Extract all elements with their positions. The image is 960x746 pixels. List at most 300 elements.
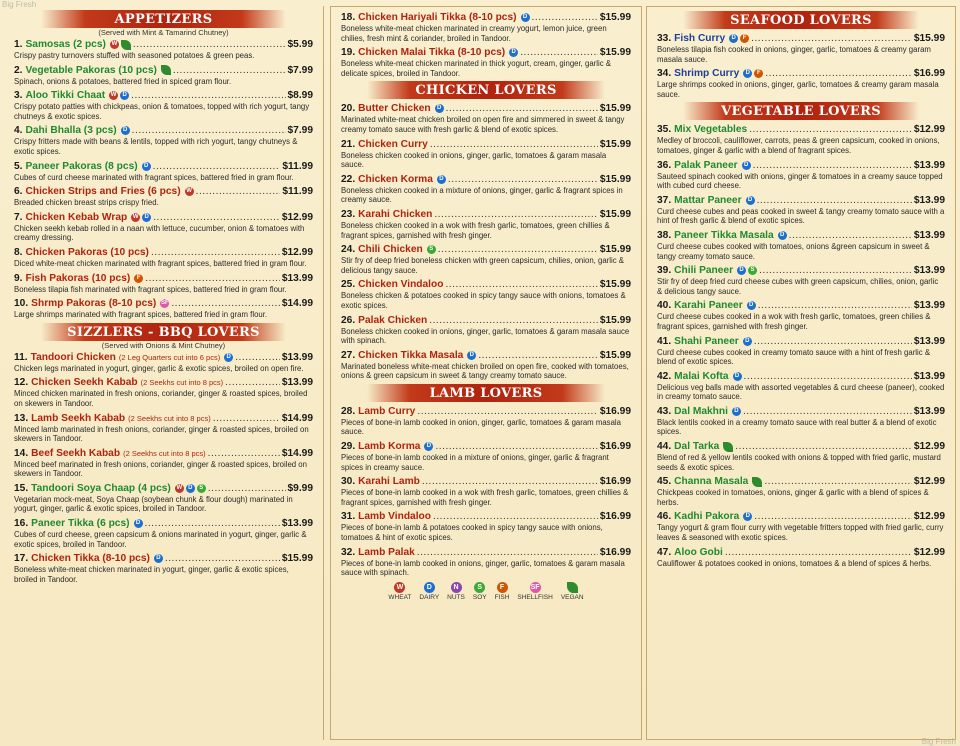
- item-name: Mix Vegetables: [674, 124, 748, 136]
- item-description: Large shrimps cooked in onions, ginger, garlic, tomatoes & creamy garam masala sauce.: [657, 80, 939, 99]
- dietary-tags: [467, 351, 476, 360]
- item-number: 36.: [657, 159, 672, 171]
- menu-item-header: [657, 32, 945, 45]
- menu-item-header: [341, 11, 631, 24]
- menu-item: [14, 160, 313, 183]
- menu-item: [341, 440, 631, 472]
- item-price: $13.99: [281, 377, 313, 389]
- item-number: 18.: [341, 12, 356, 23]
- watermark-bottom-right: Big Fresh: [921, 737, 956, 746]
- item-price: $14.99: [281, 447, 313, 459]
- dietary-tags: [427, 245, 436, 254]
- menu-item-header: [14, 376, 313, 389]
- item-number: 45.: [657, 476, 672, 488]
- item-name: Chicken Kebab Wrap: [25, 211, 128, 223]
- menu-item: [341, 405, 631, 437]
- watermark-top-left: Big Fresh: [2, 0, 37, 9]
- item-number: 19.: [341, 47, 356, 59]
- leader-dots: [132, 124, 286, 137]
- dietary-tags: [746, 196, 755, 205]
- item-price: $15.99: [281, 553, 313, 565]
- leader-dots: [754, 335, 912, 348]
- item-name: Mattar Paneer: [674, 194, 742, 206]
- item-name: Shrmp Pakoras (8-10 pcs): [31, 298, 157, 310]
- item-price: $15.99: [599, 103, 631, 115]
- menu-item: [14, 246, 313, 269]
- item-name: Chicken Seekh Kabab: [31, 377, 138, 389]
- dairy-icon: D: [729, 34, 738, 43]
- dietary-tags: [737, 266, 757, 275]
- item-number: 7.: [14, 211, 23, 223]
- dietary-tags: [723, 442, 733, 452]
- dietary-tags: [747, 301, 756, 310]
- item-price: $15.99: [599, 47, 631, 59]
- item-description: Marinated white-meat chicken broiled on open fire and simmered in sweet & tangy creamy tomato sauce with fresh garlic & blend of exotic spices.: [341, 115, 625, 134]
- legend-label: SHELLFISH: [517, 593, 553, 601]
- menu-item: [341, 243, 631, 275]
- item-description: Curd cheese cubes and peas cooked in sweet & tangy creamy tomato sauce with a hint of fresh garlic & blend of exotic spices.: [657, 206, 945, 226]
- item-description: Pieces of bone-in lamb & potatoes cooked in spicy tangy sauce with onions, tomatoes & hint of exotic spices.: [341, 523, 603, 543]
- dietary-tags: [175, 484, 206, 493]
- item-name: Chicken Korma: [358, 173, 433, 185]
- item-name: Tandoori Chicken: [30, 351, 116, 363]
- fish-icon: F: [134, 274, 143, 283]
- item-number: 37.: [657, 194, 672, 206]
- leader-dots: [145, 272, 280, 285]
- item-price: $7.99: [287, 64, 313, 76]
- soy-icon: S: [427, 245, 436, 254]
- item-description: Crispy pastry turnovers stuffed with seasoned potatoes & green peas.: [14, 51, 255, 60]
- item-number: 34.: [657, 68, 672, 80]
- item-number: 24.: [341, 244, 356, 256]
- dairy-icon: D: [435, 104, 444, 113]
- item-price: $16.99: [599, 405, 631, 417]
- item-price: $15.99: [599, 314, 631, 326]
- menu-item-header: [14, 552, 313, 565]
- item-description: Boneless white-meat chicken marinated in thick yogurt, cream, ginger, garlic & delicate spices, broiled in Tandoor.: [341, 59, 611, 78]
- menu-item: [341, 510, 631, 542]
- legend-label: NUTS: [447, 593, 465, 601]
- item-name: Beef Seekh Kabab: [31, 447, 121, 459]
- dairy-icon: D: [120, 91, 129, 100]
- menu-item: [341, 349, 631, 381]
- item-price: $12.99: [913, 546, 945, 558]
- item-price: $13.99: [281, 518, 313, 530]
- menu-item: [14, 517, 313, 549]
- dairy-icon: D: [743, 337, 752, 346]
- wheat-icon: W: [176, 484, 183, 491]
- item-price: $15.99: [913, 33, 945, 44]
- item-price: $13.99: [913, 265, 945, 277]
- item-price: $13.99: [913, 159, 945, 171]
- item-price: $16.99: [599, 476, 631, 488]
- menu-item: [657, 123, 945, 155]
- item-number: 12.: [14, 377, 29, 389]
- wheat-icon: W: [186, 188, 192, 195]
- menu-item-header: [14, 447, 313, 460]
- item-description: Medley of broccoli, cauliflower, carrots, peas & green capsicum, cooked in onions, tomatoes, ginger & garlic with a blend of fragrant spices.: [657, 136, 940, 155]
- menu-item-header: [341, 405, 631, 418]
- menu-item-header: [341, 349, 631, 362]
- leader-dots: [757, 194, 912, 207]
- dairy-icon: D: [134, 519, 143, 528]
- item-number: 38.: [657, 229, 672, 241]
- item-price: $11.99: [282, 160, 313, 172]
- dietary-tags: [778, 231, 787, 240]
- menu-section: [341, 11, 631, 78]
- section-title: CHICKEN LOVERS: [367, 81, 605, 99]
- leader-dots: [133, 38, 286, 51]
- item-description: Cubes of curd cheese, green capsicum & onions marinated in yogurt, ginger, garlic & exotic spices, broiled in Tandoor.: [14, 530, 307, 549]
- menu-item: [341, 546, 631, 578]
- dietary-tags: [743, 512, 752, 521]
- menu-item: [14, 89, 313, 121]
- menu-item-header: [341, 510, 631, 523]
- item-name: Chicken Malai Tikka (8-10 pcs): [358, 47, 506, 59]
- dairy-icon: D: [142, 162, 151, 171]
- legend-label: FISH: [494, 593, 510, 601]
- item-description: Minced chicken marinated in fresh onions, coriander, ginger & roasted spices, broiled on skewers in Tandoor.: [14, 389, 308, 408]
- dietary-tags: [437, 175, 446, 184]
- vegan-leaf-icon: [121, 40, 131, 50]
- item-description: Delicious veg balls made with assorted vegetables & curd cheese (paneer), cooked in creamy tomato sauce.: [657, 382, 945, 402]
- item-number: 10.: [14, 298, 29, 310]
- leader-dots: [765, 67, 912, 80]
- item-number: 28.: [341, 405, 356, 417]
- legend-label: DAIRY: [419, 593, 440, 601]
- item-price: $13.99: [913, 229, 945, 241]
- item-number: 40.: [657, 300, 672, 312]
- menu-item: [341, 278, 631, 310]
- item-price: $12.99: [913, 476, 945, 488]
- menu-item-header: [14, 412, 313, 425]
- dairy-icon: D: [737, 266, 746, 275]
- menu-item: [657, 370, 945, 402]
- section-title: LAMB LOVERS: [367, 384, 605, 402]
- leader-dots: [438, 243, 598, 256]
- item-price: $12.99: [281, 211, 313, 223]
- leader-dots: [208, 482, 286, 495]
- menu-item-header: [657, 229, 945, 242]
- dietary-tags: [743, 337, 752, 346]
- menu-item: [341, 11, 631, 43]
- item-number: 27.: [341, 349, 356, 361]
- dietary-tags: [742, 161, 751, 170]
- dairy-icon: D: [154, 554, 163, 563]
- shellfish-icon: SF: [160, 300, 169, 307]
- menu-item-header: [657, 159, 945, 172]
- leader-dots: [532, 11, 598, 24]
- menu-item-header: [657, 264, 945, 277]
- item-name: Palak Paneer: [674, 159, 738, 171]
- item-name: Aloo Gobi: [674, 546, 723, 558]
- item-price: $15.99: [599, 173, 631, 185]
- item-description: Vegetarian mock-meat, Soya Chaap (soybean chunk & flour dough) marinated in yogurt, ginger, garlic & exotic spices, broiled in Tandoor.: [14, 494, 293, 514]
- section-title: APPETIZERS: [41, 10, 286, 28]
- menu-item: [14, 412, 313, 444]
- fish-icon: F: [754, 69, 763, 78]
- menu-item: [341, 102, 631, 134]
- item-price: $13.99: [913, 335, 945, 347]
- item-number: 35.: [657, 124, 672, 136]
- menu-item: [657, 264, 945, 296]
- item-description: Chickpeas cooked in tomatoes, onions, ginger & garlic with a blend of spices & herbs.: [657, 488, 929, 507]
- menu-item-header: [341, 314, 631, 327]
- item-price: $13.99: [913, 300, 945, 312]
- leader-dots: [735, 440, 912, 453]
- vegan-leaf-icon: [752, 477, 762, 487]
- menu-section: [657, 11, 945, 99]
- menu-item-header: [14, 272, 313, 285]
- item-price: $13.99: [913, 405, 945, 417]
- item-description: Tangy yogurt & gram flour curry with vegetable fritters topped with fried garlic, curry leaves & seasoned with exotic spices.: [657, 523, 944, 543]
- dietary-tags: [134, 274, 143, 283]
- dairy-icon: D: [224, 353, 233, 362]
- dietary-tags: [160, 299, 169, 308]
- soy-icon: S: [197, 484, 206, 493]
- wheat-icon: W: [394, 582, 405, 593]
- menu-item-header: [14, 351, 313, 364]
- leader-dots: [520, 46, 598, 59]
- dairy-icon: D: [121, 126, 130, 135]
- menu-item: [341, 314, 631, 346]
- menu-item: [341, 475, 631, 507]
- item-name: Paneer Tikka (6 pcs): [31, 518, 130, 530]
- leader-dots: [743, 405, 912, 418]
- dairy-icon: D: [743, 69, 752, 78]
- item-description: Crispy fritters made with beans & lentils, topped with rich yogurt, tangy chutneys & exotic spices.: [14, 137, 298, 156]
- section-title: SIZZLERS - BBQ LOVERS: [41, 323, 286, 341]
- item-description: Stir fry of deep fried curd cheese cubes with green capsicum, chilies, onion, garlic & delicious tangy sauce.: [657, 277, 939, 296]
- leader-dots: [430, 138, 598, 151]
- leader-dots: [433, 510, 598, 523]
- item-price: $16.99: [599, 546, 631, 558]
- menu-item: [657, 510, 945, 542]
- leader-dots: [429, 314, 598, 327]
- item-price: $12.99: [281, 246, 313, 258]
- dairy-icon: D: [733, 372, 742, 381]
- menu-item: [657, 67, 945, 99]
- item-price: $15.99: [599, 279, 631, 291]
- leader-dots: [417, 546, 598, 559]
- dairy-icon: D: [521, 13, 530, 22]
- vegan-leaf-icon: [567, 582, 578, 593]
- dietary-tags: [121, 126, 130, 135]
- item-description: Marinated boneless white-meat chicken broiled on open fire, cooked with tomatoes, onions & green capsicum in sweet & tangy creamy tomato sauce.: [341, 361, 629, 381]
- item-description: Pieces of bone-in lamb cooked in a mixture of onions, ginger, garlic & fragrant spices in creamy sauce.: [341, 453, 609, 472]
- item-description: Boneless tilapia fish cooked in onions, ginger, garlic, tomatoes & creamy garam masala sauce.: [657, 45, 931, 64]
- dietary-tags: [509, 48, 518, 57]
- item-price: $8.99: [287, 90, 313, 102]
- menu-item: [657, 546, 945, 569]
- item-name: Lamb Korma: [358, 441, 421, 453]
- dietary-tags: [729, 34, 749, 43]
- item-number: 17.: [14, 553, 29, 565]
- item-name: Channa Masala: [674, 476, 749, 488]
- menu-item: [14, 211, 313, 243]
- item-description: Boneless white-meat chicken marinated in creamy yogurt, lemon juice, green chilies, fresh mint & coriander, broiled in Tandoor.: [341, 24, 607, 43]
- menu-item-header: [657, 370, 945, 383]
- item-description: Minced lamb marinated in fresh onions, coriander, ginger & roasted spices, broiled on skewers in Tandoor.: [14, 424, 309, 444]
- item-number: 41.: [657, 335, 672, 347]
- dietary-tags: [752, 477, 762, 487]
- menu-item-header: [657, 510, 945, 523]
- item-number: 22.: [341, 173, 356, 185]
- legend-item: [419, 582, 439, 601]
- item-price: $15.99: [599, 208, 631, 220]
- item-name: Chicken Hariyali Tikka (8-10 pcs): [358, 12, 517, 23]
- leader-dots: [422, 475, 598, 488]
- item-number: 29.: [341, 441, 356, 453]
- dietary-tags: [424, 442, 433, 451]
- item-number: 1.: [14, 39, 23, 50]
- item-name: Lamb Vindaloo: [358, 511, 432, 523]
- item-price: $13.99: [913, 370, 945, 382]
- menu-section: [14, 10, 313, 320]
- menu-item: [657, 405, 945, 437]
- leader-dots: [478, 349, 598, 362]
- menu-item-header: [657, 475, 945, 488]
- menu-item: [14, 552, 313, 584]
- wheat-icon: W: [111, 40, 118, 47]
- leader-dots: [153, 160, 281, 173]
- item-number: 25.: [341, 279, 356, 291]
- item-price: $13.99: [281, 272, 313, 284]
- leader-dots: [754, 510, 912, 523]
- item-description: Minced beef marinated in fresh onions, coriander, ginger & roasted spices, broiled on skewers in Tandoor.: [14, 459, 307, 479]
- item-name: Shrimp Curry: [674, 68, 740, 80]
- item-number: 21.: [341, 138, 356, 150]
- menu-item-header: [657, 67, 945, 80]
- nuts-icon: N: [451, 582, 462, 593]
- dairy-icon: D: [424, 442, 433, 451]
- dairy-icon: D: [424, 582, 435, 593]
- item-number: 3.: [14, 90, 23, 102]
- item-description: Curd cheese cubes cooked in creamy tomato sauce with a hint of fresh garlic & blend of exotic spices.: [657, 347, 931, 367]
- item-number: 8.: [14, 246, 23, 258]
- menu-item-header: [14, 38, 313, 51]
- vegan-leaf-icon: [723, 442, 733, 452]
- item-price: $13.99: [281, 351, 313, 363]
- menu-section: [341, 81, 631, 381]
- dietary-tags: [142, 162, 151, 171]
- item-description: Boneless white-meat chicken marinated in yogurt, ginger, garlic & exotic spices, broiled in Tandoor.: [14, 565, 289, 584]
- menu-item: [341, 208, 631, 240]
- soy-icon: S: [748, 266, 757, 275]
- legend-label: WHEAT: [388, 593, 412, 601]
- menu-item-header: [657, 405, 945, 418]
- item-portion: (2 Seekhs cut into 8 pcs): [123, 448, 206, 458]
- menu-item-header: [341, 546, 631, 559]
- menu-section: [341, 384, 631, 578]
- item-number: 47.: [657, 546, 672, 558]
- menu-item-header: [341, 46, 631, 59]
- item-price: $5.99: [287, 39, 313, 50]
- dairy-icon: D: [778, 231, 787, 240]
- menu-item-header: [14, 124, 313, 137]
- leader-dots: [435, 440, 597, 453]
- item-number: 32.: [341, 546, 356, 558]
- menu-item-header: [657, 123, 945, 136]
- item-description: Diced white-meat chicken marinated with fragrant spices, battered fried in gram flour.: [14, 258, 307, 268]
- item-description: Stir fry of deep fried boneless chicken with green capsicum, chilies, onion, garlic & delicious tangy sauce.: [341, 256, 624, 275]
- menu-item-header: [657, 440, 945, 453]
- item-name: Karahi Lamb: [358, 476, 420, 488]
- item-description: Black lentils cooked in a creamy tomato sauce with real butter & a blend of exotic spices.: [657, 417, 937, 437]
- item-name: Malai Kofta: [674, 370, 729, 382]
- item-price: $12.99: [913, 511, 945, 523]
- menu-item: [657, 440, 945, 472]
- menu-item: [341, 173, 631, 205]
- item-name: Palak Chicken: [358, 314, 428, 326]
- item-name: Fish Curry: [674, 33, 726, 44]
- item-price: $15.99: [599, 12, 631, 23]
- legend-item: [495, 582, 510, 601]
- menu-item: [657, 335, 945, 367]
- leader-dots: [758, 299, 912, 312]
- legend-item: [561, 582, 584, 601]
- legend-item: [517, 582, 552, 601]
- menu-item: [657, 475, 945, 507]
- leader-dots: [753, 159, 912, 172]
- menu-item: [14, 64, 313, 87]
- item-description: Pieces of bone-in lamb cooked in onions, ginger, garlic, tomatoes & garam masala sauce with spinach.: [341, 558, 625, 578]
- section-title: VEGETABLE LOVERS: [683, 102, 919, 120]
- item-number: 39.: [657, 265, 672, 277]
- dietary-tags: [732, 407, 741, 416]
- menu-item: [14, 124, 313, 156]
- shellfish-icon: SF: [530, 583, 540, 591]
- item-description: Crispy potato patties with chickpeas, onion & tomatoes, topped with rich yogurt, tangy chutneys & exotic spices.: [14, 102, 310, 121]
- menu-item-header: [341, 243, 631, 256]
- menu-item: [14, 185, 313, 208]
- menu-item: [14, 482, 313, 514]
- item-price: $16.99: [599, 511, 631, 523]
- item-name: Shahi Paneer: [674, 335, 739, 347]
- menu-column-1: [4, 6, 324, 740]
- fish-icon: F: [497, 582, 508, 593]
- leader-dots: [446, 102, 598, 115]
- soy-icon: S: [474, 582, 485, 593]
- legend-item: [473, 582, 487, 601]
- item-name: Chili Chicken: [358, 244, 423, 256]
- item-number: 20.: [341, 103, 356, 115]
- item-name: Chicken Vindaloo: [358, 279, 444, 291]
- dairy-icon: D: [509, 48, 518, 57]
- dietary-tags: [435, 104, 444, 113]
- item-description: Chicken seekh kebab rolled in a naan with lettuce, cucumber, onion & tomatoes with creamy dressing.: [14, 223, 305, 243]
- leader-dots: [751, 32, 912, 45]
- dairy-icon: D: [746, 196, 755, 205]
- leader-dots: [759, 264, 912, 277]
- item-price: $14.99: [281, 412, 313, 424]
- wheat-icon: W: [132, 213, 139, 220]
- item-name: Fish Pakoras (10 pcs): [25, 272, 131, 284]
- leader-dots: [208, 447, 280, 460]
- menu-item-header: [14, 517, 313, 530]
- dairy-icon: D: [732, 407, 741, 416]
- item-name: Dahi Bhalla (3 pcs): [25, 125, 117, 137]
- item-name: Paneer Pakoras (8 pcs): [25, 160, 138, 172]
- item-description: Boneless chicken cooked in a mixture of onions, ginger, garlic & fragrant spices in creamy sauce.: [341, 185, 623, 205]
- leader-dots: [744, 370, 912, 383]
- menu-item-header: [14, 297, 313, 310]
- item-name: Lamb Curry: [358, 405, 416, 417]
- leader-dots: [171, 297, 280, 310]
- menu-item-header: [657, 299, 945, 312]
- leader-dots: [151, 246, 280, 259]
- menu-item-header: [14, 64, 313, 77]
